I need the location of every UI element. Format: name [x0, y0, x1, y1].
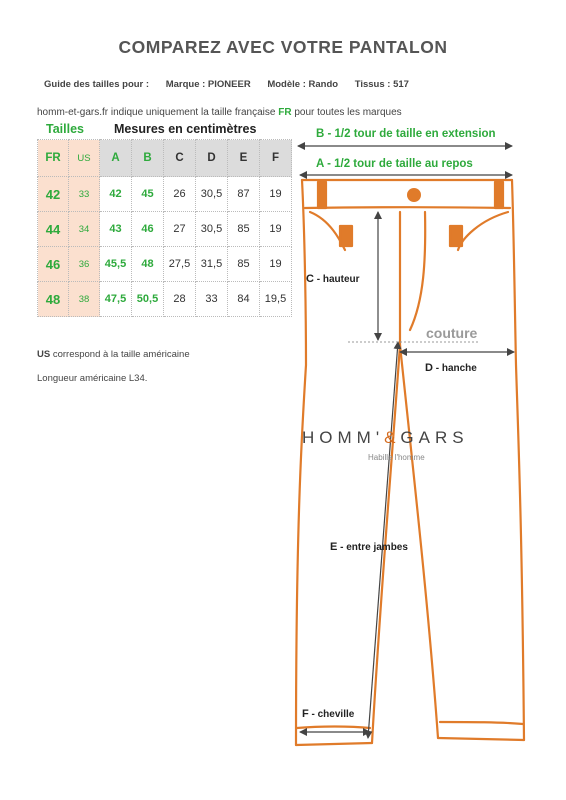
cell-b: 45	[132, 177, 164, 212]
guide-fabric: Tissus : 517	[354, 79, 409, 90]
pocket-rivet-right	[450, 226, 462, 246]
trousers-outline	[296, 180, 524, 745]
page-title: COMPAREZ AVEC VOTRE PANTALON	[118, 37, 448, 57]
guide-model: Modèle : Rando	[267, 79, 339, 90]
right-cuff-line	[440, 722, 523, 724]
cell-b: 46	[132, 212, 164, 247]
cell-b: 50,5	[132, 282, 164, 317]
brand-tagline: Habille l'homme	[368, 453, 425, 462]
cell-e: 84	[228, 282, 260, 317]
label-f	[302, 708, 354, 720]
cell-c: 27,5	[164, 247, 196, 282]
header-e: E	[228, 140, 260, 177]
left-hem	[296, 743, 372, 745]
cell-c: 26	[164, 177, 196, 212]
fly-stitch	[410, 212, 425, 330]
cell-e: 85	[228, 247, 260, 282]
us-note-bold: US	[37, 349, 51, 360]
mesures-label: Mesures en centimètres	[114, 122, 257, 136]
label-d-text: - hanche	[432, 363, 477, 374]
cell-a: 45,5	[100, 247, 132, 282]
header-fr: FR	[38, 140, 69, 177]
cell-fr: 44	[38, 212, 69, 247]
cell-f: 19	[260, 212, 292, 247]
label-e	[330, 541, 408, 553]
header-f: F	[260, 140, 292, 177]
intro-fr: FR	[278, 107, 292, 118]
belt-loop-right	[495, 182, 503, 208]
cell-fr: 46	[38, 247, 69, 282]
label-a	[316, 158, 473, 170]
cell-f: 19	[260, 247, 292, 282]
us-note-text: correspond à la taille américaine	[50, 349, 190, 360]
cell-e: 85	[228, 212, 260, 247]
header-a: A	[100, 140, 132, 177]
brand-left: HOMM'	[302, 428, 385, 447]
intro-before: homm-et-gars.fr indique uniquement la taille française	[37, 107, 279, 118]
header-us: US	[69, 140, 100, 177]
label-e-text: - entre jambes	[337, 542, 408, 553]
brand-right: GARS	[400, 428, 469, 447]
brand-amp: &	[384, 428, 401, 447]
cell-f: 19	[260, 177, 292, 212]
label-a-letter: A	[316, 158, 324, 170]
couture-label: couture	[426, 325, 478, 341]
right-pocket	[458, 212, 508, 250]
tailles-label: Tailles	[46, 122, 84, 136]
outer-left-seam	[296, 180, 306, 745]
outer-right-seam	[512, 180, 524, 740]
arrow-e	[368, 342, 401, 738]
header-b: B	[132, 140, 164, 177]
cell-d: 30,5	[196, 177, 228, 212]
cell-a: 43	[100, 212, 132, 247]
belt-loop-left	[318, 182, 326, 208]
button-icon	[407, 188, 421, 202]
cell-d: 31,5	[196, 247, 228, 282]
cell-c: 28	[164, 282, 196, 317]
intro-after: pour toutes les marques	[291, 107, 402, 118]
label-f-text: - cheville	[308, 709, 355, 720]
label-c-text: - hauteur	[313, 274, 360, 285]
cell-b: 48	[132, 247, 164, 282]
label-d	[425, 362, 477, 374]
cell-a: 47,5	[100, 282, 132, 317]
label-f-letter: F	[302, 708, 309, 720]
cell-us: 36	[69, 247, 100, 282]
label-c	[306, 273, 360, 285]
cell-f: 19,5	[260, 282, 292, 317]
cell-e: 87	[228, 177, 260, 212]
label-a-text: - 1/2 tour de taille au repos	[323, 158, 473, 170]
cell-d: 33	[196, 282, 228, 317]
right-hem	[438, 738, 524, 740]
pocket-rivet-left	[340, 226, 352, 246]
waistband-bottom	[305, 207, 510, 208]
guide-label: Guide des tailles pour :	[44, 79, 150, 90]
label-b-text: - 1/2 tour de taille en extension	[324, 128, 496, 140]
label-b	[316, 128, 496, 140]
label-e-letter: E	[330, 541, 338, 553]
label-b-letter: B	[316, 128, 325, 140]
cell-us: 33	[69, 177, 100, 212]
guide-brand: Marque : PIONEER	[165, 79, 251, 90]
label-d-letter: D	[425, 362, 433, 374]
brand-logo	[302, 428, 469, 448]
label-c-letter: C	[306, 273, 314, 285]
length-note: Longueur américaine L34.	[37, 373, 148, 384]
left-cuff-line	[297, 727, 370, 729]
cell-us: 34	[69, 212, 100, 247]
header-c: C	[164, 140, 196, 177]
cell-c: 27	[164, 212, 196, 247]
header-d: D	[196, 140, 228, 177]
cell-d: 30,5	[196, 212, 228, 247]
cell-a: 42	[100, 177, 132, 212]
cell-us: 38	[69, 282, 100, 317]
cell-fr: 48	[38, 282, 69, 317]
cell-fr: 42	[38, 177, 69, 212]
